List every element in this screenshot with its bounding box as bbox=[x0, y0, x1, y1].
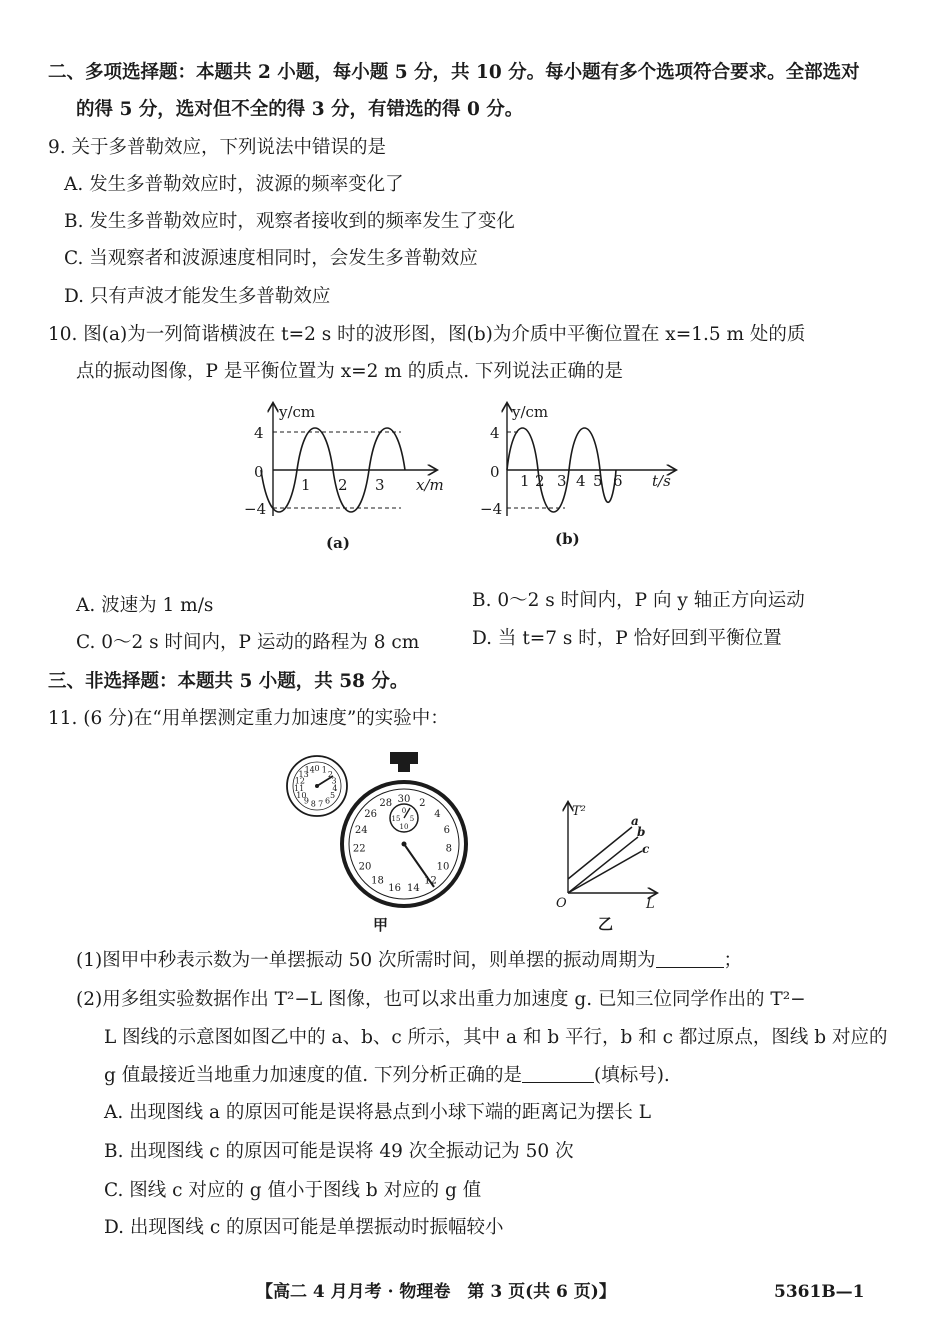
minute-dial-numeral-12: 12 bbox=[294, 776, 305, 786]
inner-dial-numeral-10: 10 bbox=[399, 823, 409, 831]
t2-l-graph bbox=[548, 795, 668, 935]
q11-stem: 11. (6 分)在“用单摆测定重力加速度”的实验中： bbox=[48, 708, 449, 729]
q9-option-b: B. 发生多普勒效应时，观察者接收到的频率发生了变化 bbox=[64, 211, 515, 232]
q11-option-b: B. 出现图线 c 的原因可能是误将 49 次全振动记为 50 次 bbox=[104, 1141, 574, 1162]
q11-option-c: C. 图线 c 对应的 g 值小于图线 b 对应的 g 值 bbox=[104, 1180, 482, 1201]
second-dial-numeral-28: 28 bbox=[379, 797, 393, 809]
second-dial-numeral-8: 8 bbox=[445, 843, 452, 855]
graph-b-xtick-3: 3 bbox=[557, 472, 567, 490]
q11-option-a: A. 出现图线 a 的原因可能是误将悬点到小球下端的距离记为摆长 L bbox=[104, 1102, 652, 1123]
minute-dial-numeral-11: 11 bbox=[294, 783, 305, 793]
second-dial-numeral-24: 24 bbox=[354, 825, 368, 837]
graph-b-ytick-neg4: −4 bbox=[480, 500, 503, 518]
stopwatch-minute-dial bbox=[287, 756, 347, 816]
minute-dial-numeral-6: 6 bbox=[325, 796, 331, 806]
graph-yi-line-a bbox=[568, 827, 632, 879]
q10-option-a: A. 波速为 1 m/s bbox=[76, 595, 214, 616]
q9-stem: 9. 关于多普勒效应，下列说法中错误的是 bbox=[48, 137, 387, 158]
vibration-graph-b bbox=[480, 398, 690, 558]
graph-b-xlabel: t/s bbox=[652, 472, 671, 490]
footer-code: 5361B—1 bbox=[774, 1282, 865, 1302]
minute-dial-numeral-8: 8 bbox=[310, 799, 316, 809]
second-dial-numeral-20: 20 bbox=[358, 861, 372, 873]
graph-yi-xlabel: L bbox=[646, 897, 655, 912]
graph-b-xtick-4: 4 bbox=[576, 472, 586, 490]
graph-b-xtick-5: 5 bbox=[593, 472, 603, 490]
q11-part1-answer-blank[interactable] bbox=[656, 949, 724, 968]
minute-dial-numeral-4: 4 bbox=[332, 783, 338, 793]
inner-dial-numeral-15: 15 bbox=[391, 815, 401, 823]
graph-b-ytick-0: 0 bbox=[490, 463, 500, 481]
q10-option-c: C. 0～2 s 时间内，P 运动的路程为 8 cm bbox=[76, 632, 420, 653]
graph-a-ylabel: y/cm bbox=[279, 403, 316, 421]
graph-b-ylabel: y/cm bbox=[512, 403, 549, 421]
q11-part1-text: (1)图甲中秒表示数为一单摆振动 50 次所需时间，则单摆的振动周期为 bbox=[76, 950, 656, 971]
inner-dial-numeral-0: 0 bbox=[401, 807, 407, 815]
graph-yi-label-a: a bbox=[631, 814, 639, 828]
graph-a-caption: (a) bbox=[326, 534, 350, 552]
second-dial-numeral-2: 2 bbox=[419, 797, 426, 809]
minute-dial-numeral-0: 0 bbox=[314, 764, 320, 773]
wave-graph-a bbox=[236, 398, 461, 558]
q9-option-a: A. 发生多普勒效应时，波源的频率变化了 bbox=[64, 174, 404, 195]
second-dial-numeral-16: 16 bbox=[388, 883, 401, 894]
graph-yi-line-b bbox=[568, 837, 638, 893]
graph-yi-label-c: c bbox=[642, 842, 650, 856]
q11-part2-answer-blank[interactable] bbox=[522, 1064, 594, 1083]
q11-part2-line3-end: (填标号). bbox=[594, 1065, 670, 1086]
graph-yi-line-c bbox=[568, 851, 642, 893]
minute-dial-numeral-7: 7 bbox=[318, 799, 324, 809]
q11-part2-line3 bbox=[104, 1064, 670, 1088]
q10-stem-line1: 10. 图(a)为一列简谐横波在 t=2 s 时的波形图，图(b)为介质中平衡位置在 x=1.5 m 处的质 bbox=[48, 324, 806, 345]
q11-part2-line1: (2)用多组实验数据作出 T²−L 图像，也可以求出重力加速度 g. 已知三位同学作出的 T²− bbox=[76, 989, 806, 1010]
minute-dial-numeral-10: 10 bbox=[296, 791, 307, 800]
graph-a-ytick-4: 4 bbox=[254, 424, 264, 442]
graph-b-caption: (b) bbox=[555, 530, 580, 548]
graph-yi-caption: 乙 bbox=[598, 915, 614, 933]
q9-option-c: C. 当观察者和波源速度相同时，会发生多普勒效应 bbox=[64, 248, 478, 269]
second-dial-numeral-4: 4 bbox=[434, 808, 441, 820]
footer-page-info: 【高二 4 月月考 · 物理卷 第 3 页(共 6 页)】 bbox=[256, 1282, 616, 1302]
second-dial-numeral-18: 18 bbox=[371, 875, 384, 887]
second-dial-numeral-12: 12 bbox=[424, 875, 437, 887]
graph-yi-origin: O bbox=[556, 896, 567, 911]
graph-b-ytick-4: 4 bbox=[490, 424, 500, 442]
second-dial-numeral-26: 26 bbox=[364, 808, 377, 820]
q11-part2-line3-text: g 值最接近当地重力加速度的值. 下列分析正确的是 bbox=[104, 1065, 522, 1086]
minute-dial-numeral-2: 2 bbox=[327, 770, 333, 779]
second-dial-numeral-22: 22 bbox=[352, 843, 366, 855]
q11-part1 bbox=[76, 949, 742, 973]
q10-option-b: B. 0～2 s 时间内，P 向 y 轴正方向运动 bbox=[472, 590, 805, 611]
second-dial-numeral-14: 14 bbox=[407, 883, 420, 894]
graph-b-xtick-2: 2 bbox=[535, 472, 545, 490]
q9-option-d: D. 只有声波才能发生多普勒效应 bbox=[64, 286, 331, 307]
section2-heading-line1: 二、多项选择题：本题共 2 小题，每小题 5 分，共 10 分。每小题有多个选项符合要求。全部选对 bbox=[48, 62, 860, 83]
minute-dial-numeral-3: 3 bbox=[331, 776, 337, 786]
minute-dial-numeral-1: 1 bbox=[321, 765, 327, 775]
graph-b-xtick-1: 1 bbox=[520, 472, 530, 490]
inner-dial-numeral-5: 5 bbox=[409, 815, 415, 823]
graph-a-xtick-3: 3 bbox=[375, 476, 385, 494]
second-dial-numeral-10: 10 bbox=[436, 861, 450, 873]
graph-a-ytick-neg4: −4 bbox=[244, 500, 267, 518]
q10-option-d: D. 当 t=7 s 时，P 恰好回到平衡位置 bbox=[472, 628, 782, 649]
minute-dial-numeral-9: 9 bbox=[303, 796, 309, 806]
stopwatch-main-dial bbox=[342, 752, 466, 906]
second-dial-numeral-30: 30 bbox=[397, 794, 411, 805]
graph-yi-label-b: b bbox=[637, 825, 646, 839]
second-dial-numeral-6: 6 bbox=[443, 825, 450, 837]
section3-heading: 三、非选择题：本题共 5 小题，共 58 分。 bbox=[48, 671, 409, 692]
section2-heading-line2: 的得 5 分，选对但不全的得 3 分，有错选的得 0 分。 bbox=[76, 99, 524, 120]
minute-dial-numeral-13: 13 bbox=[298, 770, 309, 779]
minute-dial-numeral-5: 5 bbox=[330, 791, 336, 800]
q11-part1-end: ； bbox=[723, 950, 743, 971]
graph-yi-ylabel: T² bbox=[572, 804, 586, 819]
q11-part2-line2: L 图线的示意图如图乙中的 a、b、c 所示，其中 a 和 b 平行，b 和 c 都过原点，图线 b 对应的 bbox=[104, 1027, 888, 1048]
graph-a-xtick-2: 2 bbox=[338, 476, 348, 494]
q11-option-d: D. 出现图线 c 的原因可能是单摆振动时振幅较小 bbox=[104, 1217, 504, 1238]
graph-a-xlabel: x/m bbox=[416, 476, 444, 494]
stopwatch-figure bbox=[285, 750, 475, 935]
q10-stem-line2: 点的振动图像，P 是平衡位置为 x=2 m 的质点. 下列说法正确的是 bbox=[76, 361, 623, 382]
stopwatch-caption: 甲 bbox=[373, 916, 389, 934]
minute-dial-numeral-14: 14 bbox=[304, 765, 315, 775]
graph-a-ytick-0: 0 bbox=[254, 463, 264, 481]
graph-a-xtick-1: 1 bbox=[301, 476, 311, 494]
graph-b-xtick-6: 6 bbox=[613, 472, 623, 490]
